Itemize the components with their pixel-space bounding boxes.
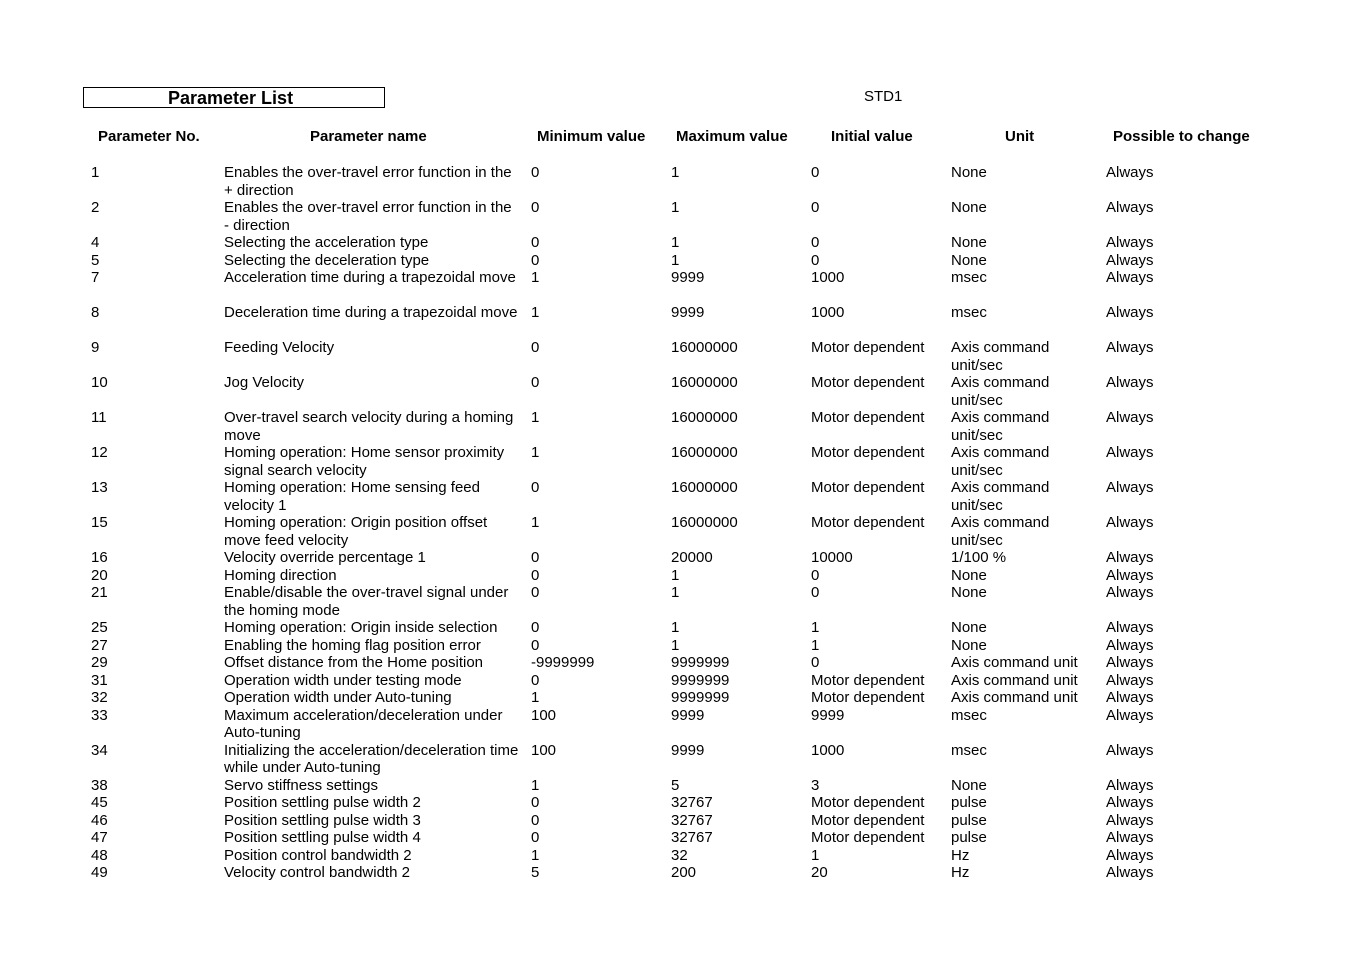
unit-cell: None <box>951 566 987 584</box>
table-row <box>0 672 1351 690</box>
unit-cell: pulse <box>951 811 987 829</box>
maximum-value-cell: 1 <box>671 199 680 216</box>
possible-to-change-cell: Always <box>1106 409 1154 426</box>
parameter-name-cell: Position settling pulse width 4 <box>224 829 421 846</box>
initial-value-cell: 20 <box>811 864 828 881</box>
unit-cell: Axis command unit/sec <box>951 479 1050 514</box>
maximum-value-cell: 9999 <box>671 706 705 724</box>
maximum-value-cell: 5 <box>671 776 680 794</box>
initial-value-cell: 0 <box>811 566 820 584</box>
unit-cell: Axis command unit/sec <box>951 339 1050 374</box>
unit-cell: msec <box>951 269 987 286</box>
maximum-value-cell: 1 <box>671 636 680 654</box>
parameter-name-cell: Homing operation: Home sensor proximity signal search velocity <box>224 444 505 479</box>
possible-to-change-cell: Always <box>1106 566 1154 584</box>
initial-value-cell: Motor dependent <box>811 514 925 531</box>
parameter-name-cell: Maximum acceleration/deceleration under Auto-tuning <box>224 706 503 741</box>
table-row <box>0 654 1351 672</box>
parameter-no-cell: 15 <box>91 514 108 531</box>
minimum-value-cell: 0 <box>531 671 540 689</box>
possible-to-change-cell: Always <box>1106 549 1154 566</box>
possible-to-change-cell: Always <box>1106 811 1154 829</box>
minimum-value-cell: 0 <box>531 794 540 811</box>
initial-value-cell: Motor dependent <box>811 409 925 426</box>
maximum-value-cell: 16000000 <box>671 444 738 461</box>
parameter-name-cell: Velocity control bandwidth 2 <box>224 864 410 881</box>
parameter-name-cell: Enables the over-travel error function in the + direction <box>224 164 512 199</box>
unit-cell: msec <box>951 741 987 759</box>
initial-value-cell: 1 <box>811 846 820 864</box>
unit-cell: Axis command unit/sec <box>951 409 1050 444</box>
maximum-value-cell: 20000 <box>671 549 713 566</box>
parameter-no-cell: 4 <box>91 234 100 251</box>
minimum-value-cell: 0 <box>531 374 540 391</box>
parameter-table-body <box>0 164 1351 882</box>
parameter-no-cell: 46 <box>91 811 108 829</box>
parameter-no-cell: 25 <box>91 619 108 636</box>
unit-cell: None <box>951 636 987 654</box>
table-row <box>0 567 1351 585</box>
parameter-name-cell: Position settling pulse width 3 <box>224 811 421 829</box>
initial-value-cell: Motor dependent <box>811 829 925 846</box>
maximum-value-cell: 1 <box>671 251 680 269</box>
parameter-no-cell: 2 <box>91 199 100 216</box>
table-row <box>0 304 1351 339</box>
parameter-no-cell: 5 <box>91 251 100 269</box>
initial-value-cell: 0 <box>811 251 820 269</box>
parameter-no-cell: 45 <box>91 794 108 811</box>
table-row <box>0 637 1351 655</box>
unit-cell: None <box>951 199 987 216</box>
unit-cell: Axis command unit/sec <box>951 514 1050 549</box>
minimum-value-cell: 1 <box>531 269 540 286</box>
parameter-no-cell: 32 <box>91 689 108 706</box>
parameter-name-cell: Initializing the acceleration/deceleration time while under Auto-tuning <box>224 741 519 776</box>
unit-cell: Axis command unit <box>951 689 1078 706</box>
table-row <box>0 794 1351 812</box>
initial-value-cell: 0 <box>811 199 820 216</box>
table-row <box>0 829 1351 847</box>
minimum-value-cell: 1 <box>531 409 540 426</box>
table-row <box>0 864 1351 882</box>
initial-value-cell: Motor dependent <box>811 811 925 829</box>
possible-to-change-cell: Always <box>1106 689 1154 706</box>
minimum-value-cell: 1 <box>531 846 540 864</box>
parameter-no-cell: 31 <box>91 671 108 689</box>
possible-to-change-cell: Always <box>1106 864 1154 881</box>
maximum-value-cell: 1 <box>671 584 680 601</box>
parameter-no-cell: 13 <box>91 479 108 496</box>
parameter-name-cell: Operation width under testing mode <box>224 671 462 689</box>
parameter-no-cell: 29 <box>91 654 108 671</box>
table-row <box>0 584 1351 619</box>
parameter-no-cell: 38 <box>91 776 108 794</box>
table-row <box>0 707 1351 742</box>
maximum-value-cell: 16000000 <box>671 514 738 531</box>
initial-value-cell: 1 <box>811 619 820 636</box>
parameter-name-cell: Over-travel search velocity during a homing move <box>224 409 514 444</box>
table-row <box>0 234 1351 252</box>
table-row <box>0 409 1351 444</box>
table-row <box>0 164 1351 199</box>
initial-value-cell: 1000 <box>811 269 845 286</box>
parameter-no-cell: 27 <box>91 636 108 654</box>
possible-to-change-cell: Always <box>1106 479 1154 496</box>
parameter-name-cell: Deceleration time during a trapezoidal move <box>224 304 518 321</box>
minimum-value-cell: 100 <box>531 706 557 724</box>
minimum-value-cell: 0 <box>531 566 540 584</box>
minimum-value-cell: 0 <box>531 619 540 636</box>
parameter-no-cell: 34 <box>91 741 108 759</box>
minimum-value-cell: 5 <box>531 864 540 881</box>
minimum-value-cell: 100 <box>531 741 557 759</box>
initial-value-cell: 0 <box>811 654 820 671</box>
minimum-value-cell: 0 <box>531 829 540 846</box>
header-unit: Unit <box>1005 128 1035 145</box>
possible-to-change-cell: Always <box>1106 706 1154 724</box>
maximum-value-cell: 9999 <box>671 741 705 759</box>
header-minimum-value: Minimum value <box>537 128 646 145</box>
minimum-value-cell: 0 <box>531 164 540 181</box>
possible-to-change-cell: Always <box>1106 269 1154 286</box>
table-row <box>0 742 1351 777</box>
minimum-value-cell: 0 <box>531 479 540 496</box>
initial-value-cell: 9999 <box>811 706 845 724</box>
table-row <box>0 549 1351 567</box>
minimum-value-cell: 1 <box>531 304 540 321</box>
minimum-value-cell: 0 <box>531 234 540 251</box>
maximum-value-cell: 32767 <box>671 829 713 846</box>
possible-to-change-cell: Always <box>1106 776 1154 794</box>
header-possible-to-change: Possible to change <box>1113 128 1250 145</box>
parameter-name-cell: Selecting the deceleration type <box>224 251 430 269</box>
table-row <box>0 374 1351 409</box>
parameter-no-cell: 1 <box>91 164 100 181</box>
maximum-value-cell: 16000000 <box>671 479 738 496</box>
header-parameter-name: Parameter name <box>310 128 427 145</box>
maximum-value-cell: 200 <box>671 864 697 881</box>
initial-value-cell: 1000 <box>811 304 845 321</box>
minimum-value-cell: 0 <box>531 199 540 216</box>
maximum-value-cell: 32 <box>671 846 688 864</box>
table-row <box>0 444 1351 479</box>
maximum-value-cell: 9999999 <box>671 654 730 671</box>
parameter-name-cell: Velocity override percentage 1 <box>224 549 426 566</box>
initial-value-cell: Motor dependent <box>811 689 925 706</box>
table-row <box>0 252 1351 270</box>
header-parameter-no: Parameter No. <box>98 128 200 145</box>
parameter-no-cell: 21 <box>91 584 108 601</box>
parameter-name-cell: Homing operation: Origin inside selection <box>224 619 498 636</box>
unit-cell: Hz <box>951 864 970 881</box>
parameter-name-cell: Position settling pulse width 2 <box>224 794 421 811</box>
possible-to-change-cell: Always <box>1106 164 1154 181</box>
parameter-name-cell: Servo stiffness settings <box>224 776 378 794</box>
initial-value-cell: Motor dependent <box>811 339 925 356</box>
possible-to-change-cell: Always <box>1106 846 1154 864</box>
possible-to-change-cell: Always <box>1106 374 1154 391</box>
parameter-no-cell: 16 <box>91 549 108 566</box>
minimum-value-cell: 0 <box>531 251 540 269</box>
possible-to-change-cell: Always <box>1106 304 1154 321</box>
maximum-value-cell: 16000000 <box>671 374 738 391</box>
minimum-value-cell: 0 <box>531 811 540 829</box>
parameter-name-cell: Homing operation: Origin position offset move feed velocity <box>224 514 488 549</box>
possible-to-change-cell: Always <box>1106 444 1154 461</box>
possible-to-change-cell: Always <box>1106 199 1154 216</box>
initial-value-cell: 0 <box>811 234 820 251</box>
header-maximum-value: Maximum value <box>676 128 788 145</box>
possible-to-change-cell: Always <box>1106 829 1154 846</box>
possible-to-change-cell: Always <box>1106 794 1154 811</box>
possible-to-change-cell: Always <box>1106 654 1154 671</box>
initial-value-cell: 1000 <box>811 741 845 759</box>
maximum-value-cell: 16000000 <box>671 339 738 356</box>
unit-cell: None <box>951 234 987 251</box>
parameter-no-cell: 49 <box>91 864 108 881</box>
initial-value-cell: Motor dependent <box>811 479 925 496</box>
maximum-value-cell: 9999 <box>671 269 705 286</box>
unit-cell: Hz <box>951 846 970 864</box>
table-row <box>0 339 1351 374</box>
unit-cell: None <box>951 251 987 269</box>
table-row <box>0 619 1351 637</box>
initial-value-cell: Motor dependent <box>811 671 925 689</box>
table-row <box>0 689 1351 707</box>
parameter-no-cell: 10 <box>91 374 108 391</box>
initial-value-cell: 0 <box>811 584 820 601</box>
initial-value-cell: Motor dependent <box>811 374 925 391</box>
parameter-name-cell: Homing direction <box>224 566 337 584</box>
unit-cell: Axis command unit/sec <box>951 374 1050 409</box>
document-code: STD1 <box>864 88 903 105</box>
parameter-no-cell: 12 <box>91 444 108 461</box>
maximum-value-cell: 9999999 <box>671 671 730 689</box>
initial-value-cell: Motor dependent <box>811 794 925 811</box>
unit-cell: None <box>951 584 987 601</box>
unit-cell: None <box>951 776 987 794</box>
minimum-value-cell: -9999999 <box>531 654 595 671</box>
parameter-no-cell: 20 <box>91 566 108 584</box>
parameter-no-cell: 11 <box>91 409 107 426</box>
unit-cell: Axis command unit <box>951 654 1078 671</box>
parameter-name-cell: Jog Velocity <box>224 374 305 391</box>
possible-to-change-cell: Always <box>1106 741 1154 759</box>
unit-cell: 1/100 % <box>951 549 1007 566</box>
parameter-no-cell: 9 <box>91 339 100 356</box>
initial-value-cell: Motor dependent <box>811 444 925 461</box>
parameter-name-cell: Acceleration time during a trapezoidal move <box>224 269 516 286</box>
maximum-value-cell: 9999 <box>671 304 705 321</box>
initial-value-cell: 1 <box>811 636 820 654</box>
minimum-value-cell: 0 <box>531 549 540 566</box>
initial-value-cell: 3 <box>811 776 820 794</box>
table-row <box>0 514 1351 549</box>
parameter-no-cell: 7 <box>91 269 100 286</box>
maximum-value-cell: 9999999 <box>671 689 730 706</box>
minimum-value-cell: 1 <box>531 444 540 461</box>
maximum-value-cell: 1 <box>671 234 680 251</box>
table-row <box>0 479 1351 514</box>
table-row <box>0 812 1351 830</box>
parameter-no-cell: 8 <box>91 304 100 321</box>
initial-value-cell: 0 <box>811 164 820 181</box>
possible-to-change-cell: Always <box>1106 636 1154 654</box>
maximum-value-cell: 1 <box>671 566 680 584</box>
unit-cell: msec <box>951 304 987 321</box>
unit-cell: pulse <box>951 794 987 811</box>
parameter-name-cell: Feeding Velocity <box>224 339 335 356</box>
table-row <box>0 847 1351 865</box>
header-initial-value: Initial value <box>831 128 913 145</box>
table-row <box>0 269 1351 304</box>
minimum-value-cell: 1 <box>531 776 540 794</box>
parameter-no-cell: 48 <box>91 846 108 864</box>
unit-cell: pulse <box>951 829 987 846</box>
unit-cell: None <box>951 164 987 181</box>
parameter-no-cell: 47 <box>91 829 108 846</box>
minimum-value-cell: 0 <box>531 636 540 654</box>
maximum-value-cell: 32767 <box>671 794 713 811</box>
possible-to-change-cell: Always <box>1106 234 1154 251</box>
table-row <box>0 777 1351 795</box>
minimum-value-cell: 0 <box>531 584 540 601</box>
parameter-name-cell: Position control bandwidth 2 <box>224 846 412 864</box>
maximum-value-cell: 1 <box>671 619 680 636</box>
maximum-value-cell: 16000000 <box>671 409 738 426</box>
parameter-name-cell: Offset distance from the Home position <box>224 654 484 671</box>
page-title: Parameter List <box>83 87 385 108</box>
possible-to-change-cell: Always <box>1106 671 1154 689</box>
initial-value-cell: 10000 <box>811 549 853 566</box>
unit-cell: msec <box>951 706 987 724</box>
parameter-name-cell: Selecting the acceleration type <box>224 234 429 251</box>
minimum-value-cell: 1 <box>531 514 540 531</box>
maximum-value-cell: 1 <box>671 164 680 181</box>
table-row <box>0 199 1351 234</box>
possible-to-change-cell: Always <box>1106 514 1154 531</box>
parameter-name-cell: Operation width under Auto-tuning <box>224 689 452 706</box>
parameter-name-cell: Enable/disable the over-travel signal under the homing mode <box>224 584 509 619</box>
parameter-name-cell: Enabling the homing flag position error <box>224 636 481 654</box>
minimum-value-cell: 0 <box>531 339 540 356</box>
unit-cell: Axis command unit <box>951 671 1078 689</box>
possible-to-change-cell: Always <box>1106 619 1154 636</box>
minimum-value-cell: 1 <box>531 689 540 706</box>
possible-to-change-cell: Always <box>1106 584 1154 601</box>
possible-to-change-cell: Always <box>1106 251 1154 269</box>
unit-cell: None <box>951 619 987 636</box>
parameter-no-cell: 33 <box>91 706 108 724</box>
maximum-value-cell: 32767 <box>671 811 713 829</box>
parameter-name-cell: Homing operation: Home sensing feed velocity 1 <box>224 479 480 514</box>
parameter-name-cell: Enables the over-travel error function in the - direction <box>224 199 512 234</box>
unit-cell: Axis command unit/sec <box>951 444 1050 479</box>
possible-to-change-cell: Always <box>1106 339 1154 356</box>
